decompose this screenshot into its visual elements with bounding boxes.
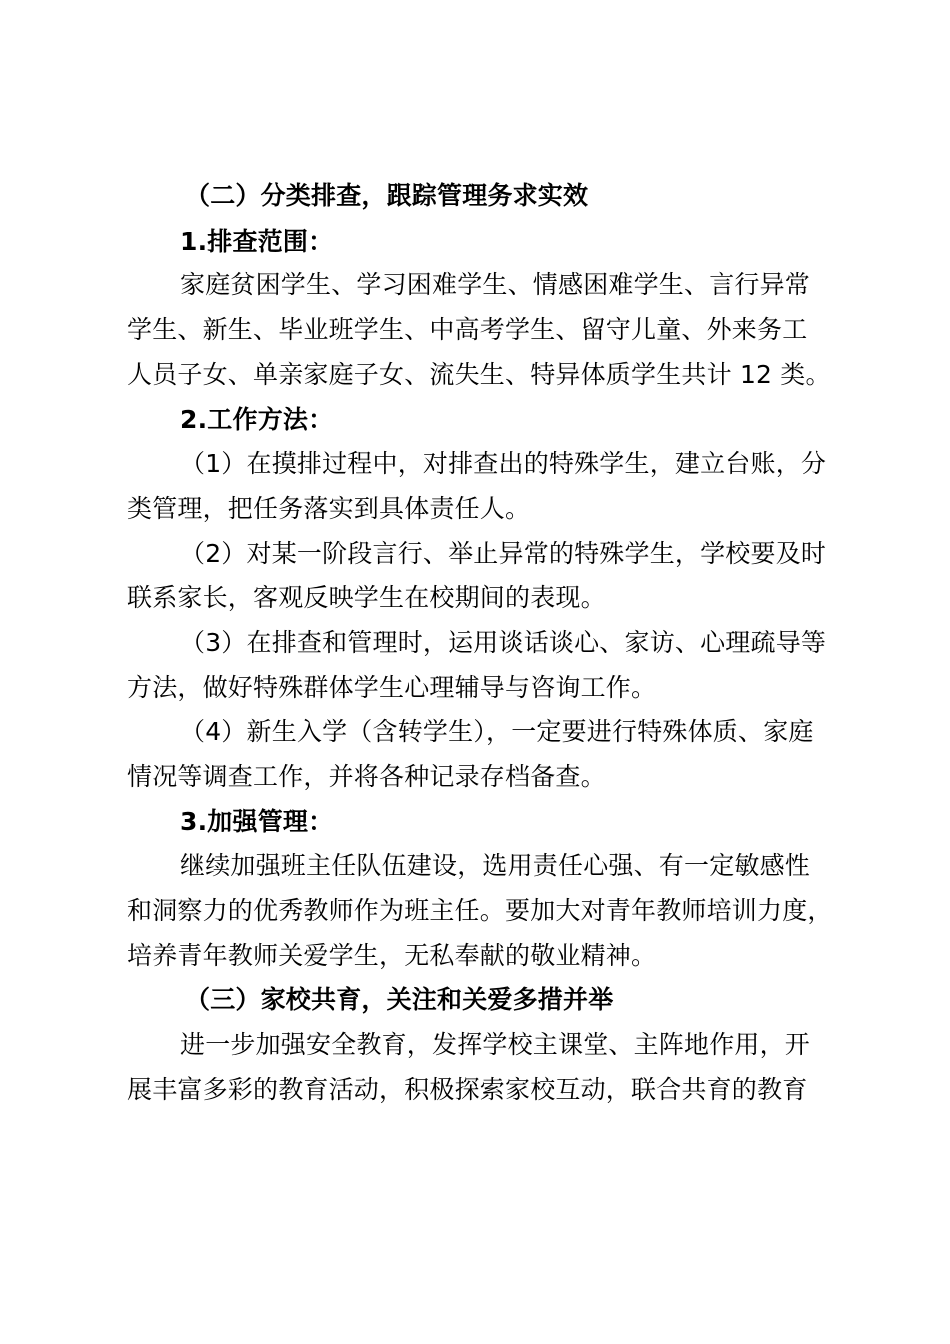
section-heading-3: （三）家校共育，关注和关爱多措并举: [185, 985, 614, 1014]
subheading-methods: 2.工作方法：: [180, 405, 334, 434]
paragraph-line: 人员子女、单亲家庭子女、流失生、特异体质学生共计 12 类。: [127, 360, 831, 389]
paragraph-line: 学生、新生、毕业班学生、中高考学生、留守儿童、外来务工: [127, 315, 808, 344]
paragraph-line: 展丰富多彩的教育活动，积极探索家校互动，联合共育的教育: [127, 1075, 808, 1104]
paragraph-line: （3）在排查和管理时，运用谈话谈心、家访、心理疏导等: [180, 628, 827, 657]
paragraph-line: 继续加强班主任队伍建设，选用责任心强、有一定敏感性: [180, 851, 811, 880]
paragraph-line: 联系家长，客观反映学生在校期间的表现。: [127, 583, 606, 612]
subheading-management: 3.加强管理：: [180, 807, 334, 836]
paragraph-line: 情况等调查工作，并将各种记录存档备查。: [127, 762, 606, 791]
paragraph-line: （1）在摸排过程中，对排查出的特殊学生，建立台账，分: [180, 449, 827, 478]
paragraph-line: 家庭贫困学生、学习困难学生、情感困难学生、言行异常: [180, 270, 811, 299]
paragraph-line: （2）对某一阶段言行、举止异常的特殊学生，学校要及时: [180, 539, 827, 568]
subheading-scope: 1.排查范围：: [180, 227, 334, 256]
paragraph-line: 方法，做好特殊群体学生心理辅导与咨询工作。: [127, 673, 657, 702]
paragraph-line: 和洞察力的优秀教师作为班主任。要加大对青年教师培训力度，: [127, 896, 833, 925]
section-heading-2: （二）分类排查，跟踪管理务求实效: [185, 181, 589, 210]
paragraph-line: （4）新生入学（含转学生），一定要进行特殊体质、家庭: [180, 717, 814, 746]
paragraph-line: 进一步加强安全教育，发挥学校主课堂、主阵地作用，开: [180, 1030, 811, 1059]
paragraph-line: 类管理，把任务落实到具体责任人。: [127, 494, 531, 523]
paragraph-line: 培养青年教师关爱学生，无私奉献的敬业精神。: [127, 941, 657, 970]
